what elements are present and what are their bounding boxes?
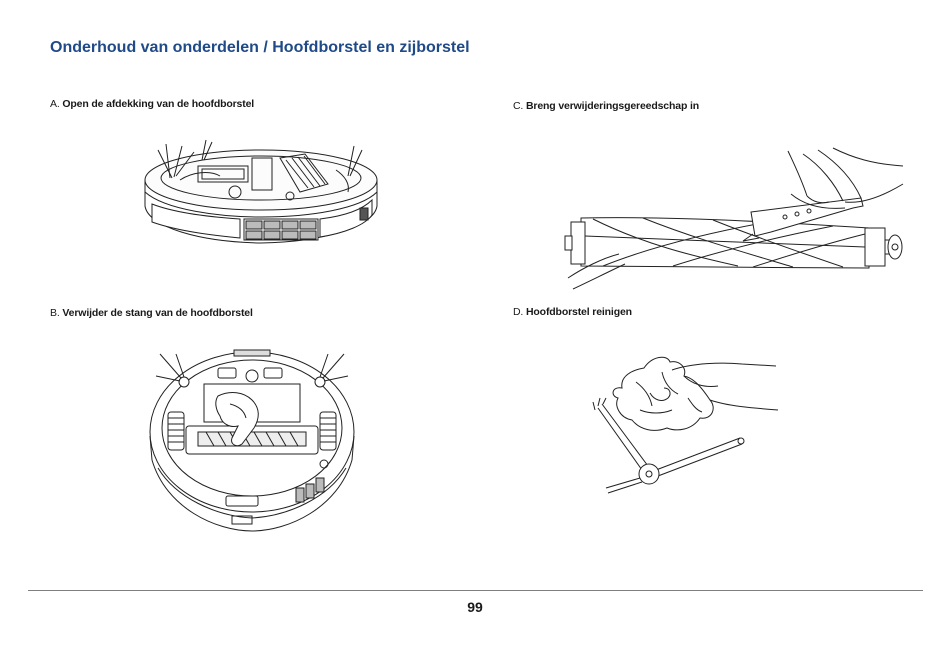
main-brush-roller [565, 218, 902, 268]
page-number: 99 [467, 599, 483, 615]
step-letter: D. [513, 306, 524, 318]
robot-side-view [145, 150, 377, 243]
cloth [613, 357, 713, 430]
step-b-label [50, 307, 253, 319]
step-a-label [50, 98, 254, 110]
step-c-label [513, 100, 699, 112]
illustration-insert-removal-tool [563, 146, 908, 292]
illustration-remove-brush-bar [146, 348, 358, 534]
page-title: Onderhoud van onderdelen / Hoofdborstel en zijborstel [50, 39, 470, 56]
step-text: Verwijder de stang van de hoofdborstel [62, 307, 253, 319]
step-text: Open de afdekking van de hoofdborstel [62, 98, 255, 110]
step-text: Breng verwijderingsgereedschap in [525, 100, 700, 112]
footer-divider [28, 590, 923, 591]
step-text: Hoofdborstel reinigen [525, 306, 632, 318]
hand [788, 148, 903, 208]
illustration-open-brush-cover [140, 136, 382, 248]
illustration-clean-brush [592, 348, 782, 496]
step-letter: C. [513, 100, 524, 112]
step-letter: B. [50, 307, 60, 319]
step-letter: A. [50, 98, 60, 110]
step-d-label [513, 306, 632, 318]
